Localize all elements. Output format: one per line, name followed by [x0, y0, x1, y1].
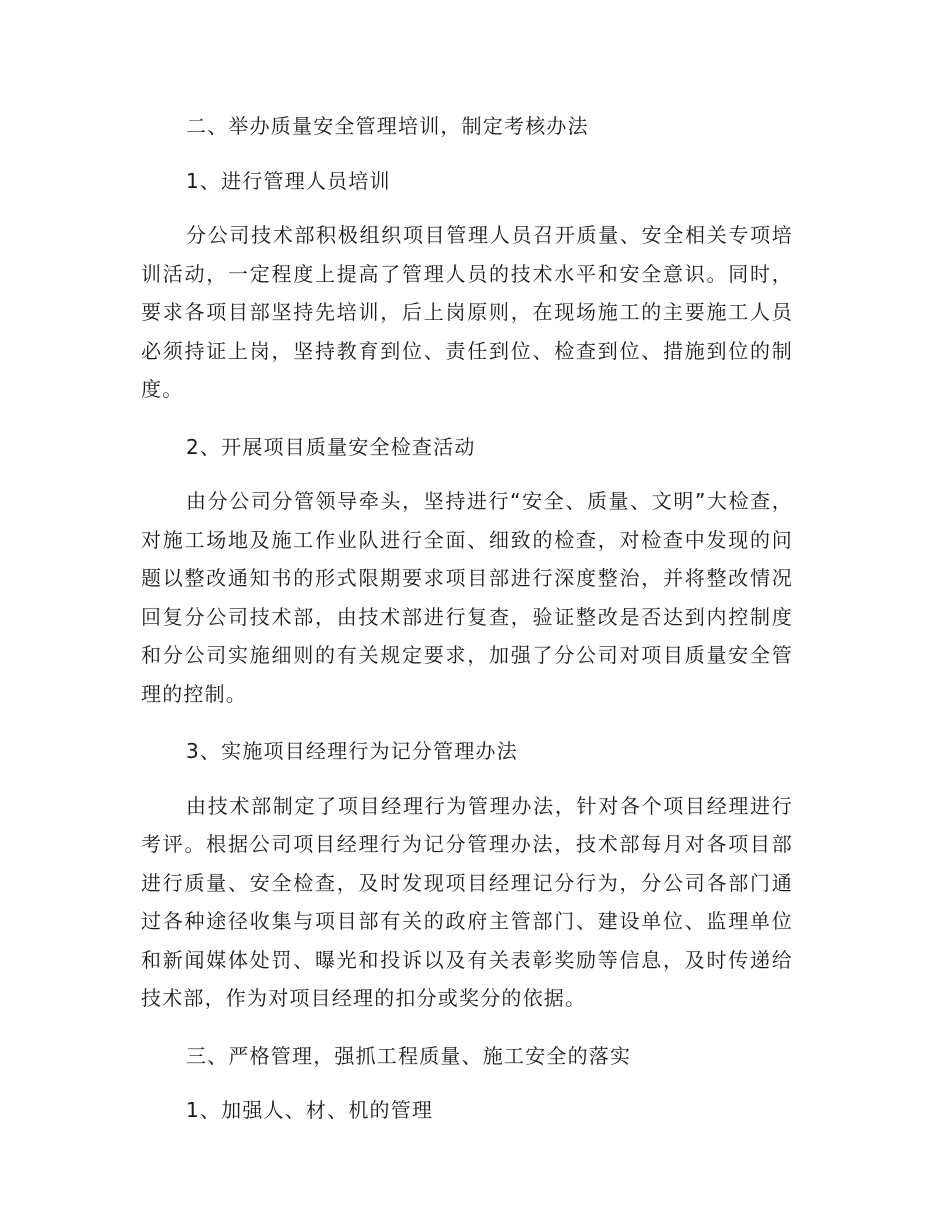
subsection-heading-2-1: 1、进行管理人员培训 — [186, 168, 391, 193]
paragraph-scoring: 由技术部制定了项目经理行为管理办法，针对各个项目经理进行考评。根据公司项目经理行为记分管理办法，技术部每月对各项目部进行质量、安全检查，及时发现项目经理记分行为，分公司各部门通过各种途径收集与项目部有关的政府主管部门、建设单位、监理单位和新闻媒体处罚、曝光和投诉以及有关表彰奖励等信息，及时传递给技术部，作为对项目经理的扣分或奖分的依据。 — [141, 793, 793, 1010]
section-heading-3: 三、严格管理，强抓工程质量、施工安全的落实 — [186, 1043, 632, 1068]
subsection-heading-2-3: 3、实施项目经理行为记分管理办法 — [186, 739, 518, 763]
subsection-heading-3-1: 1、加强人、材、机的管理 — [186, 1098, 434, 1122]
paragraph-training: 分公司技术部积极组织项目管理人员召开质量、安全相关专项培训活动，一定程度上提高了管理人员的技术水平和安全意识。同时，要求各项目部坚持先培训，后上岗原则，在现场施工的主要施工人员必须持证上岗，坚持教育到位、责任到位、检查到位、措施到位的制度。 — [141, 223, 793, 401]
document-body — [141, 107, 793, 1146]
subsection-heading-2-2: 2、开展项目质量安全检查活动 — [186, 434, 476, 459]
paragraph-inspection: 由分公司分管领导牵头，坚持进行“安全、质量、文明”大检查，对施工场地及施工作业队进行全面、细致的检查，对检查中发现的问题以整改通知书的形式限期要求项目部进行深度整治，并将整改情况回复分公司技术部，由技术部进行复查，验证整改是否达到内控制度和分公司实施细则的有关规定要求，加强了分公司对项目质量安全管理的控制。 — [141, 489, 793, 706]
section-heading-2: 二、举办质量安全管理培训，制定考核办法 — [186, 114, 589, 138]
